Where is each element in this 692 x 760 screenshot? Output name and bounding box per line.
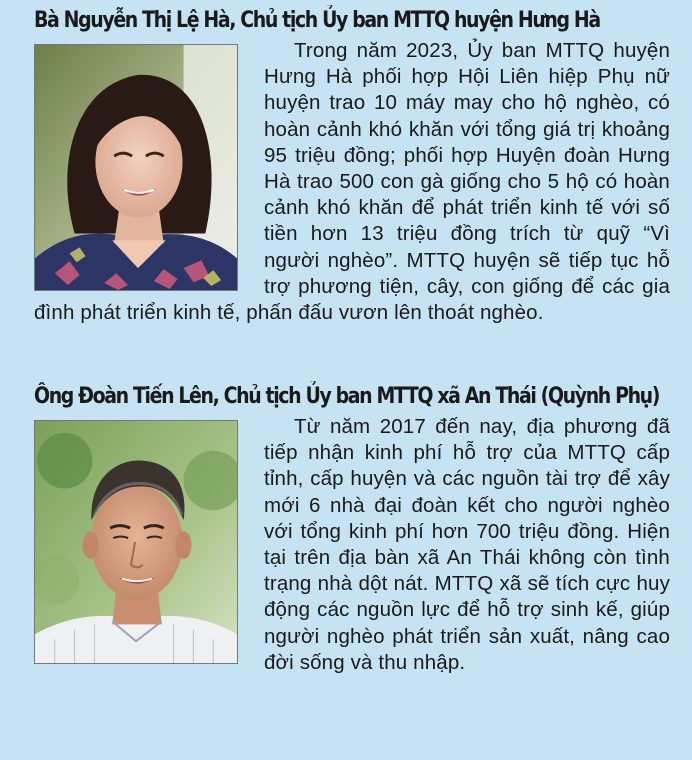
profile-section-2 — [34, 380, 670, 676]
profile-heading-1: Bà Nguyễn Thị Lệ Hà, Chủ tịch Ủy ban MTTQ huyện Hưng Hà — [34, 8, 600, 33]
profile-section-1 — [34, 4, 670, 366]
portrait-photo-woman — [34, 44, 238, 291]
profile-heading-2: Ông Đoàn Tiến Lên, Chủ tịch Ủy ban MTTQ xã An Thái (Quỳnh Phụ) — [34, 384, 660, 409]
profile-quote-2: Từ năm 2017 đến nay, địa phương đã tiếp nhận kinh phí hỗ trợ của MTTQ cấp tỉnh, cấp huyện và các nguồn tài trợ để xây mới 6 nhà đại đoàn kết cho người nghèo với tổng kinh phí hơn 700 triệu đồng. Hiện tại trên địa bàn xã An Thái không còn tình trạng nhà dột nát. MTTQ xã sẽ tích cực huy động các nguồn lực để hỗ trợ sinh kế, giúp người nghèo phát triển sản xuất, nâng cao đời sống và thu nhập. — [264, 415, 670, 674]
portrait-photo-man — [34, 420, 238, 664]
profile-quote-1: Trong năm 2023, Ủy ban MTTQ huyện Hưng Hà phối hợp Hội Liên hiệp Phụ nữ huyện trao 10 máy may cho hộ nghèo, có hoàn cảnh khó khăn với tổng giá trị khoảng 95 triệu đồng; phối hợp Huyện đoàn Hưng Hà trao 500 con gà giống cho 5 hộ có hoàn cảnh khó khăn để phát triển kinh tế với số tiền hơn 13 triệu đồng trích từ quỹ “Vì người nghèo”. MTTQ huyện sẽ tiếp tục hỗ trợ phương tiện, cây, con giống để các gia đình phát triển kinh tế, phấn đấu vươn lên thoát nghèo. — [34, 39, 670, 325]
